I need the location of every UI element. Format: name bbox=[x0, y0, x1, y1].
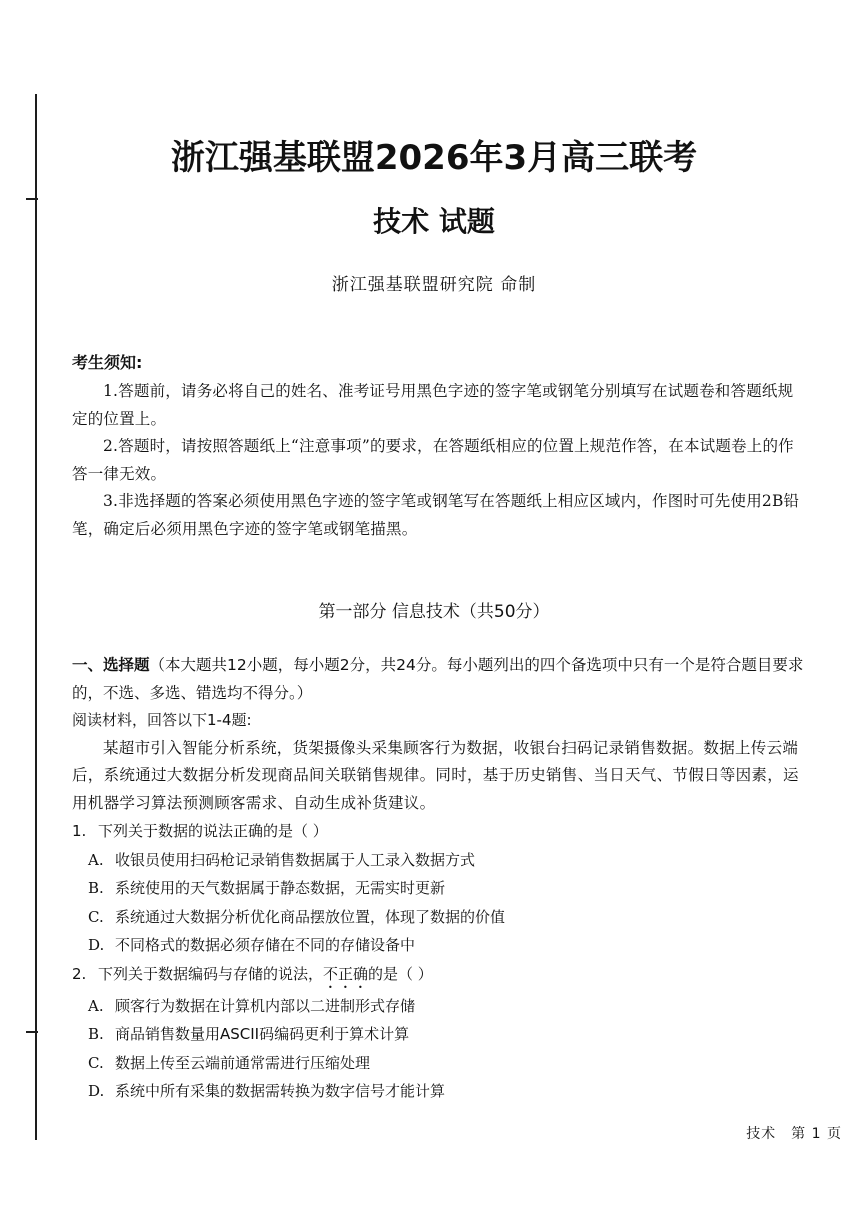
question-number: 2. bbox=[72, 964, 87, 983]
question-stem-emphasis: 不正确 bbox=[323, 964, 369, 983]
option-text: 顾客行为数据在计算机内部以二进制形式存储 bbox=[115, 996, 416, 1015]
option-text: 系统通过大数据分析优化商品摆放位置，体现了数据的价值 bbox=[115, 907, 506, 926]
option-letter: C. bbox=[88, 1053, 104, 1072]
exam-title: 浙江强基联盟2026年3月高三联考 bbox=[170, 138, 698, 178]
option-b[interactable] bbox=[72, 874, 808, 903]
reading-material: 某超市引入智能分析系统，货架摄像头采集顾客行为数据，收银台扫码记录销售数据。数据上传云端后，系统通过大数据分析发现商品间关联销售规律。同时，基于历史销售、当日天气、节假日等因素，运用机器学习算法预测顾客需求、自动生成补货建议。 bbox=[72, 738, 799, 812]
option-a[interactable] bbox=[72, 992, 808, 1021]
binding-mark-top bbox=[26, 198, 38, 200]
notice-item-1: 1.答题前，请务必将自己的姓名、准考证号用黑色字迹的签字笔或钢笔分别填写在试题卷和答题纸规定的位置上。 bbox=[72, 382, 794, 428]
option-letter: D. bbox=[88, 936, 105, 954]
option-text: 商品销售数量用ASCII码编码更利于算术计算 bbox=[115, 1025, 410, 1043]
page-footer: 技术 第 1 页 bbox=[746, 1126, 842, 1142]
option-letter: C. bbox=[88, 907, 104, 926]
question-stem-text: 下列关于数据编码与存储的说法， bbox=[98, 964, 324, 983]
exam-subtitle: 技术 试题 bbox=[373, 205, 495, 238]
option-d[interactable] bbox=[72, 1077, 808, 1106]
section-description: （本大题共12小题，每小题2分，共24分。每小题列出的四个备选项中只有一个是符合题目要求的，不选、多选、错选均不得分。） bbox=[72, 656, 804, 702]
question-2 bbox=[72, 960, 808, 1106]
option-text: 收银员使用扫码枪记录销售数据属于人工录入数据方式 bbox=[115, 850, 476, 869]
option-letter: D. bbox=[88, 1082, 105, 1100]
notice-item-2: 2.答题时，请按照答题纸上“注意事项”的要求，在答题纸相应的位置上规范作答，在本试题卷上的作答一律无效。 bbox=[72, 437, 794, 483]
option-text: 系统中所有采集的数据需转换为数字信号才能计算 bbox=[115, 1082, 446, 1100]
question-stem bbox=[72, 817, 808, 846]
reading-label: 阅读材料，回答以下1-4题: bbox=[72, 711, 252, 729]
option-text: 数据上传至云端前通常需进行压缩处理 bbox=[115, 1053, 371, 1072]
option-letter: A. bbox=[88, 996, 104, 1015]
notice-item-3: 3.非选择题的答案必须使用黑色字迹的签字笔或钢笔写在答题纸上相应区域内，作图时可先使用2B铅笔，确定后必须用黑色字迹的签字笔或钢笔描黑。 bbox=[72, 492, 800, 538]
option-d[interactable] bbox=[72, 931, 808, 960]
question-number: 1. bbox=[72, 822, 87, 840]
section-intro bbox=[72, 652, 808, 707]
option-c[interactable] bbox=[72, 1049, 808, 1078]
part-title: 第一部分 信息技术（共50分） bbox=[318, 602, 550, 622]
notice-block bbox=[72, 378, 808, 543]
question-1 bbox=[72, 817, 808, 960]
notice-heading: 考生须知: bbox=[72, 353, 143, 372]
option-text: 系统使用的天气数据属于静态数据，无需实时更新 bbox=[115, 879, 446, 897]
question-stem bbox=[72, 960, 808, 992]
section-block bbox=[72, 652, 808, 1106]
option-letter: B. bbox=[88, 1025, 104, 1043]
option-letter: B. bbox=[88, 879, 104, 897]
exam-issuer: 浙江强基联盟研究院 命制 bbox=[331, 275, 537, 295]
question-stem-text: 下列关于数据的说法正确的是（ ） bbox=[98, 822, 328, 840]
option-c[interactable] bbox=[72, 903, 808, 932]
question-stem-tail: 的是（ ） bbox=[368, 964, 433, 983]
option-b[interactable] bbox=[72, 1020, 808, 1049]
option-a[interactable] bbox=[72, 846, 808, 875]
binding-mark-bottom bbox=[26, 1031, 38, 1033]
option-text: 不同格式的数据必须存储在不同的存储设备中 bbox=[115, 936, 416, 954]
section-title: 一、选择题 bbox=[72, 656, 150, 674]
option-letter: A. bbox=[88, 850, 104, 869]
